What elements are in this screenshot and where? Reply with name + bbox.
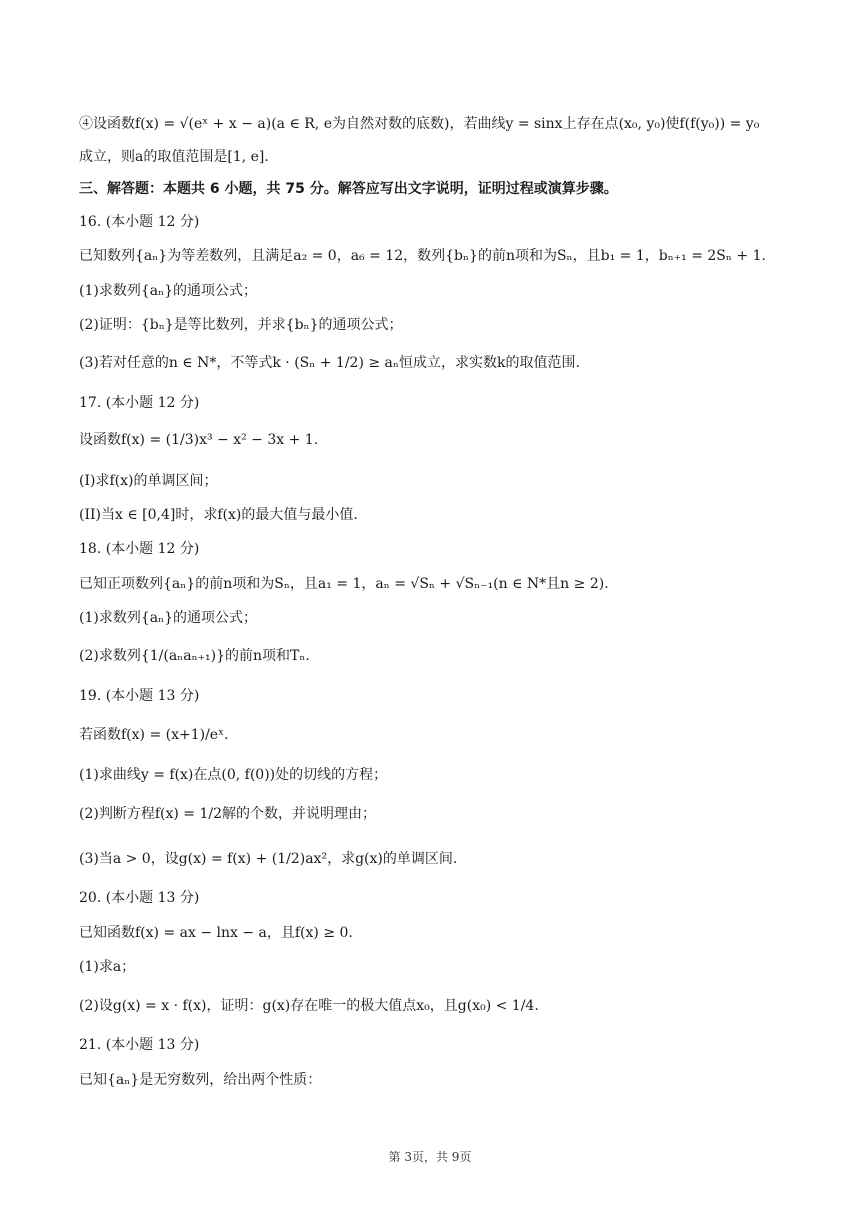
text-line: 若函数f(x) = (x+1)/eˣ. — [79, 727, 229, 743]
text-line: ④设函数f(x) = √(eˣ + x − a)(a ∈ R, e为自然对数的底数)，若曲线y = sinx上存在点(x₀, y₀)使f(f(y₀)) = y₀ — [79, 116, 760, 132]
text-line: 已知函数f(x) = ax − lnx − a，且f(x) ≥ 0. — [79, 925, 353, 941]
text-line: (2)设g(x) = x · f(x)，证明：g(x)存在唯一的极大值点x₀，且g(x₀) < 1/4. — [79, 998, 539, 1014]
section-heading: 三、解答题：本题共 6 小题，共 75 分。解答应写出文字说明，证明过程或演算步骤。 — [79, 181, 618, 197]
text-line: (2)证明：{bₙ}是等比数列，并求{bₙ}的通项公式； — [79, 317, 403, 333]
text-line: (II)当x ∈ [0,4]时，求f(x)的最大值与最小值. — [79, 507, 358, 523]
question-heading: 16. (本小题 12 分) — [79, 214, 200, 230]
page-number: 第 3页，共 9页 — [388, 1150, 472, 1164]
text-line: (3)当a > 0，设g(x) = f(x) + (1/2)ax²，求g(x)的单调区间. — [79, 851, 458, 867]
question-heading: 18. (本小题 12 分) — [79, 541, 200, 557]
question-heading: 19. (本小题 13 分) — [79, 688, 200, 704]
text-line: 已知数列{aₙ}为等差数列，且满足a₂ = 0，a₆ = 12，数列{bₙ}的前n项和为Sₙ，且b₁ = 1，bₙ₊₁ = 2Sₙ + 1. — [79, 248, 766, 264]
text-line: (I)求f(x)的单调区间； — [79, 473, 218, 489]
question-heading: 21. (本小题 13 分) — [79, 1037, 200, 1053]
text-line: (1)求a； — [79, 959, 136, 975]
text-line: 已知{aₙ}是无穷数列，给出两个性质： — [79, 1072, 322, 1088]
question-heading: 17. (本小题 12 分) — [79, 395, 200, 411]
question-heading: 20. (本小题 13 分) — [79, 890, 200, 906]
text-line: (2)判断方程f(x) = 1/2解的个数，并说明理由； — [79, 806, 376, 822]
text-line: (1)求数列{aₙ}的通项公式； — [79, 610, 258, 626]
text-line: (1)求曲线y = f(x)在点(0, f(0))处的切线的方程； — [79, 767, 388, 783]
text-line: (1)求数列{aₙ}的通项公式； — [79, 283, 258, 299]
text-line: (3)若对任意的n ∈ N*，不等式k · (Sₙ + 1/2) ≥ aₙ恒成立，求实数k的取值范围. — [79, 355, 580, 371]
text-line: 已知正项数列{aₙ}的前n项和为Sₙ，且a₁ = 1，aₙ = √Sₙ + √Sₙ₋₁(n ∈ N*且n ≥ 2). — [79, 576, 609, 592]
text-line: 设函数f(x) = (1/3)x³ − x² − 3x + 1. — [79, 432, 319, 448]
text-line: (2)求数列{1/(aₙaₙ₊₁)}的前n项和Tₙ. — [79, 648, 310, 664]
text-line: 成立，则a的取值范围是[1, e]. — [79, 149, 269, 165]
